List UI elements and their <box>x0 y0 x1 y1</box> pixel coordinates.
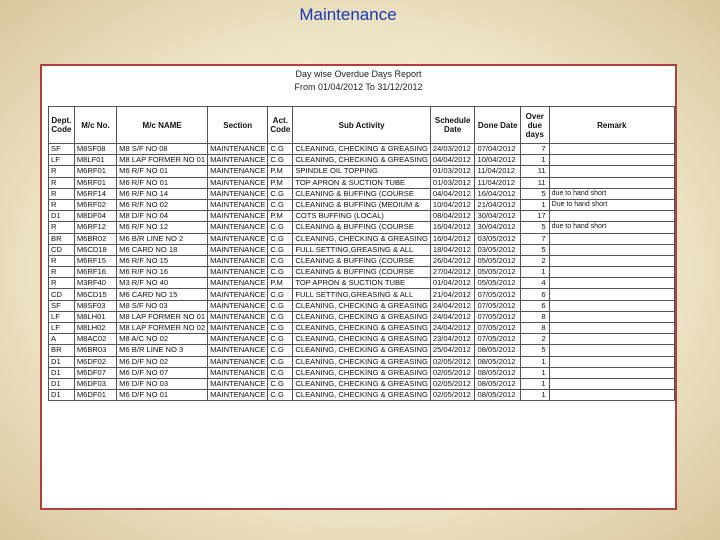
table-row <box>49 378 675 389</box>
cell-schedule-date: 26/04/2012 <box>430 255 475 266</box>
cell-done-date: 07/05/2012 <box>475 334 520 345</box>
cell-remark: due to hand short <box>549 222 674 233</box>
cell-machine-name: M6 R/F NO 14 <box>117 188 208 199</box>
table-row <box>49 289 675 300</box>
cell-dept-code: R <box>49 222 75 233</box>
cell-machine-name: M6 D/F NO 07 <box>117 367 208 378</box>
cell-schedule-date: 01/03/2012 <box>430 177 475 188</box>
cell-activity-code: P.M <box>268 166 293 177</box>
table-row <box>49 166 675 177</box>
table-row <box>49 144 675 155</box>
cell-sub-activity: CLEANING, CHECKING & GREASING <box>293 367 431 378</box>
column-header: M/c No. <box>74 107 116 144</box>
column-header: M/c NAME <box>117 107 208 144</box>
column-header: Done Date <box>475 107 520 144</box>
cell-section: MAINTENANCE <box>208 211 268 222</box>
cell-machine-name: M6 CARD NO 18 <box>117 244 208 255</box>
cell-overdue-days: 1 <box>520 267 549 278</box>
cell-done-date: 08/05/2012 <box>475 378 520 389</box>
cell-machine-no: M6RF15 <box>74 255 116 266</box>
cell-machine-name: M6 D/F NO 02 <box>117 356 208 367</box>
cell-section: MAINTENANCE <box>208 300 268 311</box>
cell-remark <box>549 144 674 155</box>
cell-machine-no: M6CD18 <box>74 244 116 255</box>
cell-machine-no: M6RF01 <box>74 166 116 177</box>
table-row <box>49 367 675 378</box>
cell-dept-code: D1 <box>49 390 75 401</box>
cell-remark <box>549 255 674 266</box>
cell-remark <box>549 334 674 345</box>
table-row <box>49 345 675 356</box>
table-row <box>49 323 675 334</box>
table-row <box>49 255 675 266</box>
cell-done-date: 16/04/2012 <box>475 188 520 199</box>
cell-done-date: 03/05/2012 <box>475 233 520 244</box>
cell-schedule-date: 27/04/2012 <box>430 267 475 278</box>
cell-dept-code: R <box>49 199 75 210</box>
cell-machine-no: M6CD15 <box>74 289 116 300</box>
table-row <box>49 177 675 188</box>
cell-machine-name: M6 R/F NO 16 <box>117 267 208 278</box>
cell-sub-activity: CLEANING, CHECKING & GREASING <box>293 334 431 345</box>
cell-sub-activity: CLEANING & BUFFING (COURSE <box>293 267 431 278</box>
report-table-body <box>49 144 675 401</box>
cell-machine-name: M8 S/F NO 08 <box>117 144 208 155</box>
cell-dept-code: A <box>49 334 75 345</box>
cell-schedule-date: 08/04/2012 <box>430 211 475 222</box>
cell-sub-activity: CLEANING, CHECKING & GREASING <box>293 323 431 334</box>
cell-section: MAINTENANCE <box>208 267 268 278</box>
cell-dept-code: D1 <box>49 367 75 378</box>
cell-overdue-days: 17 <box>520 211 549 222</box>
cell-remark: Due to hand short <box>549 199 674 210</box>
cell-remark <box>549 155 674 166</box>
cell-schedule-date: 02/05/2012 <box>430 378 475 389</box>
cell-activity-code: P.M <box>268 211 293 222</box>
cell-remark <box>549 289 674 300</box>
cell-schedule-date: 16/04/2012 <box>430 233 475 244</box>
cell-sub-activity: CLEANING & BUFFING (COURSE <box>293 255 431 266</box>
table-row <box>49 311 675 322</box>
cell-dept-code: D1 <box>49 356 75 367</box>
table-row <box>49 188 675 199</box>
cell-machine-name: M6 R/F NO 02 <box>117 199 208 210</box>
cell-activity-code: C.G <box>268 222 293 233</box>
cell-remark <box>549 244 674 255</box>
cell-remark <box>549 378 674 389</box>
cell-overdue-days: 4 <box>520 278 549 289</box>
cell-section: MAINTENANCE <box>208 334 268 345</box>
cell-machine-name: M8 LAP FORMER NO 02 <box>117 323 208 334</box>
cell-dept-code: R <box>49 255 75 266</box>
cell-overdue-days: 2 <box>520 255 549 266</box>
cell-machine-name: M8 A/C NO 02 <box>117 334 208 345</box>
cell-activity-code: P.M <box>268 177 293 188</box>
cell-dept-code: R <box>49 278 75 289</box>
cell-sub-activity: FULL SETTING,GREASING & ALL <box>293 289 431 300</box>
cell-machine-no: M6DF01 <box>74 390 116 401</box>
cell-schedule-date: 04/04/2012 <box>430 155 475 166</box>
cell-activity-code: C.G <box>268 244 293 255</box>
table-header-row <box>49 107 675 144</box>
cell-schedule-date: 24/03/2012 <box>430 144 475 155</box>
cell-schedule-date: 24/04/2012 <box>430 311 475 322</box>
cell-schedule-date: 24/04/2012 <box>430 323 475 334</box>
cell-dept-code: D1 <box>49 211 75 222</box>
cell-section: MAINTENANCE <box>208 188 268 199</box>
cell-overdue-days: 1 <box>520 155 549 166</box>
table-row <box>49 211 675 222</box>
cell-sub-activity: CLEANING, CHECKING & GREASING <box>293 356 431 367</box>
cell-overdue-days: 7 <box>520 144 549 155</box>
cell-done-date: 05/05/2012 <box>475 267 520 278</box>
cell-section: MAINTENANCE <box>208 378 268 389</box>
cell-done-date: 03/05/2012 <box>475 244 520 255</box>
cell-machine-name: M6 D/F NO 01 <box>117 390 208 401</box>
cell-sub-activity: CLEANING, CHECKING & GREASING <box>293 378 431 389</box>
cell-section: MAINTENANCE <box>208 177 268 188</box>
report-header <box>42 66 675 94</box>
cell-overdue-days: 1 <box>520 378 549 389</box>
cell-machine-no: M8DF04 <box>74 211 116 222</box>
overdue-report-table <box>48 106 675 401</box>
column-header: Section <box>208 107 268 144</box>
cell-machine-no: M6RF12 <box>74 222 116 233</box>
cell-section: MAINTENANCE <box>208 311 268 322</box>
cell-sub-activity: FULL SETTING,GREASING & ALL <box>293 244 431 255</box>
cell-done-date: 30/04/2012 <box>475 222 520 233</box>
cell-machine-name: M8 D/F NO 04 <box>117 211 208 222</box>
cell-remark <box>549 211 674 222</box>
cell-activity-code: C.G <box>268 267 293 278</box>
cell-dept-code: LF <box>49 155 75 166</box>
cell-sub-activity: CLEANING, CHECKING & GREASING <box>293 345 431 356</box>
cell-activity-code: C.G <box>268 289 293 300</box>
cell-machine-name: M3 R/F NO 40 <box>117 278 208 289</box>
cell-activity-code: C.G <box>268 233 293 244</box>
cell-done-date: 08/05/2012 <box>475 345 520 356</box>
cell-sub-activity: SPINDLE OIL TOPPING <box>293 166 431 177</box>
cell-schedule-date: 02/05/2012 <box>430 356 475 367</box>
cell-sub-activity: TOP APRON & SUCTION TUBE <box>293 278 431 289</box>
cell-remark <box>549 356 674 367</box>
cell-schedule-date: 10/04/2012 <box>430 199 475 210</box>
cell-remark <box>549 345 674 356</box>
cell-machine-name: M6 R/F NO 01 <box>117 177 208 188</box>
cell-activity-code: C.G <box>268 311 293 322</box>
cell-machine-name: M6 B/R LINE NO 2 <box>117 233 208 244</box>
cell-activity-code: C.G <box>268 144 293 155</box>
table-row <box>49 199 675 210</box>
cell-done-date: 07/05/2012 <box>475 323 520 334</box>
cell-remark <box>549 233 674 244</box>
cell-machine-no: M8AC02 <box>74 334 116 345</box>
cell-sub-activity: CLEANING, CHECKING & GREASING <box>293 233 431 244</box>
column-header: Over due days <box>520 107 549 144</box>
table-row <box>49 300 675 311</box>
cell-schedule-date: 18/04/2012 <box>430 244 475 255</box>
cell-schedule-date: 23/04/2012 <box>430 334 475 345</box>
cell-done-date: 30/04/2012 <box>475 211 520 222</box>
cell-dept-code: BR <box>49 345 75 356</box>
cell-remark <box>549 367 674 378</box>
cell-section: MAINTENANCE <box>208 255 268 266</box>
column-header: Dept. Code <box>49 107 75 144</box>
cell-machine-name: M6 D/F NO 03 <box>117 378 208 389</box>
cell-section: MAINTENANCE <box>208 323 268 334</box>
cell-activity-code: C.G <box>268 334 293 345</box>
cell-done-date: 11/04/2012 <box>475 166 520 177</box>
cell-remark <box>549 323 674 334</box>
cell-remark <box>549 300 674 311</box>
cell-section: MAINTENANCE <box>208 244 268 255</box>
table-row <box>49 390 675 401</box>
cell-overdue-days: 11 <box>520 177 549 188</box>
cell-remark <box>549 390 674 401</box>
cell-machine-name: M6 R/F NO 01 <box>117 166 208 177</box>
cell-done-date: 11/04/2012 <box>475 177 520 188</box>
cell-section: MAINTENANCE <box>208 233 268 244</box>
cell-schedule-date: 01/04/2012 <box>430 278 475 289</box>
table-row <box>49 222 675 233</box>
cell-sub-activity: CLEANING & BUFFING (COURSE <box>293 222 431 233</box>
cell-machine-name: M8 LAP FORMER NO 01 <box>117 311 208 322</box>
cell-done-date: 07/05/2012 <box>475 300 520 311</box>
cell-machine-no: M8SF08 <box>74 144 116 155</box>
cell-schedule-date: 01/03/2012 <box>430 166 475 177</box>
cell-dept-code: R <box>49 267 75 278</box>
cell-overdue-days: 5 <box>520 244 549 255</box>
cell-machine-no: M6DF03 <box>74 378 116 389</box>
report-title: Day wise Overdue Days Report <box>295 69 422 79</box>
cell-activity-code: C.G <box>268 356 293 367</box>
cell-section: MAINTENANCE <box>208 356 268 367</box>
cell-dept-code: CD <box>49 289 75 300</box>
cell-remark <box>549 267 674 278</box>
cell-schedule-date: 25/04/2012 <box>430 345 475 356</box>
cell-machine-no: M8SF03 <box>74 300 116 311</box>
cell-overdue-days: 11 <box>520 166 549 177</box>
table-row <box>49 356 675 367</box>
cell-section: MAINTENANCE <box>208 222 268 233</box>
cell-machine-no: M6DF07 <box>74 367 116 378</box>
cell-done-date: 08/05/2012 <box>475 367 520 378</box>
cell-done-date: 07/05/2012 <box>475 311 520 322</box>
cell-dept-code: LF <box>49 311 75 322</box>
cell-overdue-days: 5 <box>520 345 549 356</box>
cell-activity-code: C.G <box>268 390 293 401</box>
cell-section: MAINTENANCE <box>208 144 268 155</box>
cell-dept-code: SF <box>49 144 75 155</box>
cell-overdue-days: 1 <box>520 199 549 210</box>
cell-overdue-days: 1 <box>520 390 549 401</box>
cell-remark <box>549 311 674 322</box>
cell-done-date: 08/05/2012 <box>475 390 520 401</box>
report-frame <box>40 64 677 510</box>
cell-dept-code: R <box>49 177 75 188</box>
cell-remark <box>549 166 674 177</box>
cell-dept-code: R <box>49 166 75 177</box>
cell-overdue-days: 5 <box>520 188 549 199</box>
cell-done-date: 08/05/2012 <box>475 356 520 367</box>
cell-machine-no: M6RF01 <box>74 177 116 188</box>
table-row <box>49 267 675 278</box>
report-period: From 01/04/2012 To 31/12/2012 <box>294 82 423 92</box>
cell-schedule-date: 04/04/2012 <box>430 188 475 199</box>
cell-sub-activity: TOP APRON & SUCTION TUBE <box>293 177 431 188</box>
cell-sub-activity: CLEANING, CHECKING & GREASING <box>293 144 431 155</box>
cell-section: MAINTENANCE <box>208 199 268 210</box>
cell-machine-no: M8LF01 <box>74 155 116 166</box>
cell-machine-no: M6RF14 <box>74 188 116 199</box>
cell-machine-name: M6 B/R LINE NO 3 <box>117 345 208 356</box>
cell-overdue-days: 2 <box>520 334 549 345</box>
cell-machine-name: M6 R/F NO 15 <box>117 255 208 266</box>
cell-machine-name: M6 CARD NO 15 <box>117 289 208 300</box>
cell-section: MAINTENANCE <box>208 289 268 300</box>
cell-done-date: 05/05/2012 <box>475 255 520 266</box>
cell-machine-name: M8 S/F NO 03 <box>117 300 208 311</box>
column-header: Schedule Date <box>430 107 475 144</box>
cell-remark <box>549 278 674 289</box>
cell-section: MAINTENANCE <box>208 345 268 356</box>
column-header: Remark <box>549 107 674 144</box>
cell-overdue-days: 8 <box>520 323 549 334</box>
cell-machine-name: M8 LAP FORMER NO 01 <box>117 155 208 166</box>
cell-dept-code: BR <box>49 233 75 244</box>
cell-overdue-days: 6 <box>520 289 549 300</box>
table-row <box>49 233 675 244</box>
cell-done-date: 07/05/2012 <box>475 289 520 300</box>
cell-activity-code: C.G <box>268 345 293 356</box>
cell-section: MAINTENANCE <box>208 367 268 378</box>
cell-activity-code: C.G <box>268 255 293 266</box>
cell-activity-code: P.M <box>268 278 293 289</box>
cell-done-date: 07/04/2012 <box>475 144 520 155</box>
cell-section: MAINTENANCE <box>208 278 268 289</box>
cell-overdue-days: 8 <box>520 311 549 322</box>
cell-overdue-days: 1 <box>520 367 549 378</box>
cell-done-date: 05/05/2012 <box>475 278 520 289</box>
cell-dept-code: LF <box>49 323 75 334</box>
cell-machine-name: M6 R/F NO 12 <box>117 222 208 233</box>
cell-activity-code: C.G <box>268 367 293 378</box>
table-row <box>49 334 675 345</box>
cell-done-date: 21/04/2012 <box>475 199 520 210</box>
slide-title: Maintenance <box>299 5 397 24</box>
cell-machine-no: M6RF02 <box>74 199 116 210</box>
cell-activity-code: C.G <box>268 300 293 311</box>
cell-schedule-date: 21/04/2012 <box>430 289 475 300</box>
cell-dept-code: CD <box>49 244 75 255</box>
cell-machine-no: M6RF16 <box>74 267 116 278</box>
table-row <box>49 244 675 255</box>
cell-sub-activity: COTS BUFFING (LOCAL) <box>293 211 431 222</box>
cell-sub-activity: CLEANING & BUFFING (MEDIUM & <box>293 199 431 210</box>
cell-schedule-date: 24/04/2012 <box>430 300 475 311</box>
cell-overdue-days: 6 <box>520 300 549 311</box>
cell-dept-code: SF <box>49 300 75 311</box>
cell-sub-activity: CLEANING, CHECKING & GREASING <box>293 390 431 401</box>
cell-sub-activity: CLEANING, CHECKING & GREASING <box>293 155 431 166</box>
cell-machine-no: M6DF02 <box>74 356 116 367</box>
cell-done-date: 10/04/2012 <box>475 155 520 166</box>
cell-activity-code: C.G <box>268 188 293 199</box>
cell-overdue-days: 7 <box>520 233 549 244</box>
cell-sub-activity: CLEANING, CHECKING & GREASING <box>293 311 431 322</box>
cell-section: MAINTENANCE <box>208 166 268 177</box>
cell-activity-code: C.G <box>268 378 293 389</box>
cell-remark: due to hand short <box>549 188 674 199</box>
cell-schedule-date: 02/05/2012 <box>430 390 475 401</box>
cell-activity-code: C.G <box>268 199 293 210</box>
cell-machine-no: M8LH01 <box>74 311 116 322</box>
cell-remark <box>549 177 674 188</box>
cell-activity-code: C.G <box>268 155 293 166</box>
cell-schedule-date: 02/05/2012 <box>430 367 475 378</box>
cell-sub-activity: CLEANING & BUFFING (COURSE <box>293 188 431 199</box>
cell-machine-no: M8LH02 <box>74 323 116 334</box>
cell-machine-no: M6BR02 <box>74 233 116 244</box>
table-row <box>49 155 675 166</box>
cell-dept-code: D1 <box>49 378 75 389</box>
cell-schedule-date: 16/04/2012 <box>430 222 475 233</box>
cell-section: MAINTENANCE <box>208 390 268 401</box>
cell-overdue-days: 5 <box>520 222 549 233</box>
cell-dept-code: R <box>49 188 75 199</box>
column-header: Sub Activity <box>293 107 431 144</box>
cell-activity-code: C.G <box>268 323 293 334</box>
cell-machine-no: M3RF40 <box>74 278 116 289</box>
cell-sub-activity: CLEANING, CHECKING & GREASING <box>293 300 431 311</box>
table-row <box>49 278 675 289</box>
cell-machine-no: M6BR03 <box>74 345 116 356</box>
column-header: Act. Code <box>268 107 293 144</box>
cell-overdue-days: 1 <box>520 356 549 367</box>
cell-section: MAINTENANCE <box>208 155 268 166</box>
